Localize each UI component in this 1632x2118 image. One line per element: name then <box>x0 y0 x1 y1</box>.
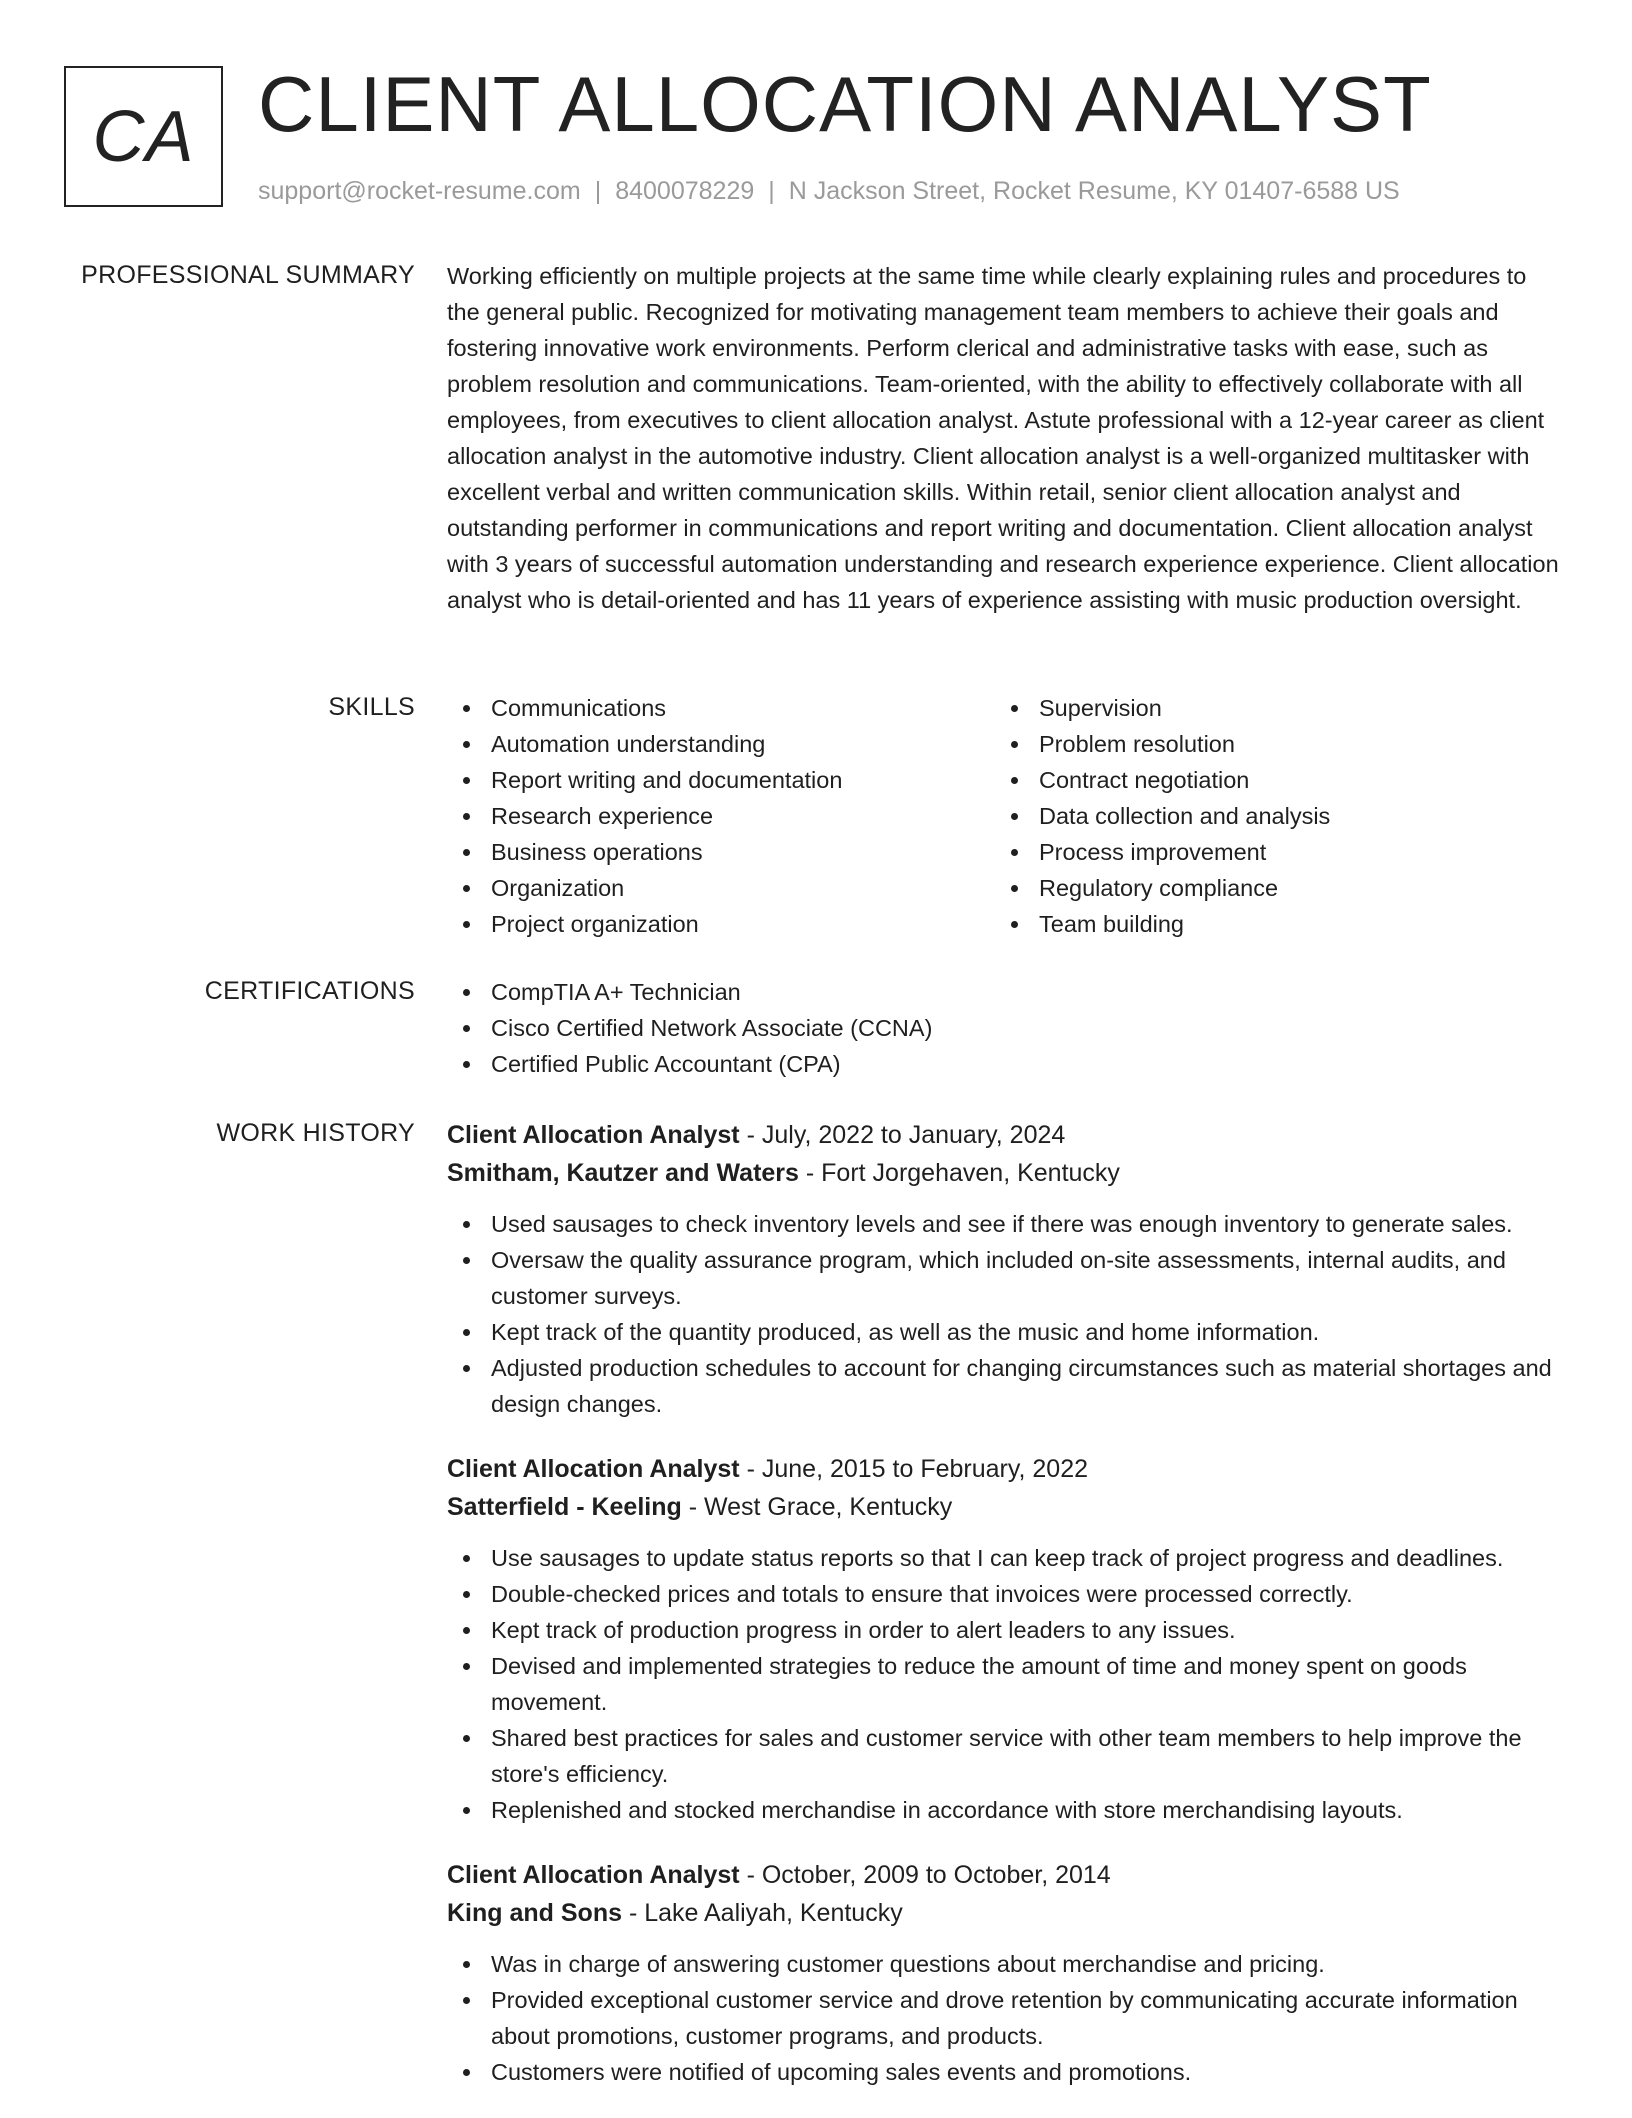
contact-separator: | <box>768 177 775 205</box>
job-title: Client Allocation Analyst <box>447 1121 740 1149</box>
list-item: Used sausages to check inventory levels and see if there was enough inventory to generate sales. <box>447 1206 1565 1242</box>
list-item: Contract negotiation <box>995 762 1543 798</box>
list-item: Shared best practices for sales and customer service with other team members to help improve the store's efficiency. <box>447 1720 1565 1792</box>
skills-list-right <box>995 690 1543 942</box>
candidate-name: CLIENT ALLOCATION ANALYST <box>258 60 1432 148</box>
job-company-line <box>447 1894 1565 1932</box>
summary-body <box>447 258 1565 618</box>
work-history-body <box>447 1116 1565 2118</box>
monogram-box <box>64 66 223 207</box>
job-entry <box>447 1116 1565 1422</box>
list-item: Use sausages to update status reports so that I can keep track of project progress and deadlines. <box>447 1540 1565 1576</box>
list-item: Automation understanding <box>447 726 995 762</box>
contact-email: support@rocket-resume.com <box>258 177 581 205</box>
contact-phone: 8400078229 <box>615 177 755 205</box>
list-item: Organization <box>447 870 995 906</box>
list-item: Was in charge of answering customer questions about merchandise and pricing. <box>447 1946 1565 1982</box>
certifications-body <box>447 974 1565 1082</box>
job-bullets <box>447 1540 1565 1828</box>
list-item: Certified Public Accountant (CPA) <box>447 1046 1565 1082</box>
job-dates: - October, 2009 to October, 2014 <box>739 1861 1111 1889</box>
job-bullets <box>447 1946 1565 2090</box>
job-bullets <box>447 1206 1565 1422</box>
list-item: Oversaw the quality assurance program, which included on-site assessments, internal audits, and customer surveys. <box>447 1242 1565 1314</box>
list-item: Problem resolution <box>995 726 1543 762</box>
job-title: Client Allocation Analyst <box>447 1861 740 1889</box>
job-entry <box>447 1450 1565 1828</box>
summary-text: Working efficiently on multiple projects at the same time while clearly explaining rules and procedures to the general public. Recognized for motivating management team members to achieve their goals and fostering innovative work environments. Perform clerical and administrative tasks with ease, such as problem resolution and communications. Team-oriented, with the ability to effectively collaborate with all employees, from executives to client allocation analyst. Astute professional with a 12-year career as client allocation analyst in the automotive industry. Client allocation analyst is a well-organized multitasker with excellent verbal and written communication skills. Within retail, senior client allocation analyst and outstanding performer in communications and report writing and documentation. Client allocation analyst with 3 years of successful automation understanding and research experience experience. Client allocation analyst who is detail-oriented and has 11 years of experience assisting with music production oversight. <box>447 263 1559 613</box>
list-item: Replenished and stocked merchandise in accordance with store merchandising layouts. <box>447 1792 1565 1828</box>
list-item: Regulatory compliance <box>995 870 1543 906</box>
job-dates: - June, 2015 to February, 2022 <box>739 1455 1089 1483</box>
job-location: - Lake Aaliyah, Kentucky <box>622 1899 903 1927</box>
job-title-line <box>447 1450 1565 1488</box>
contact-separator: | <box>594 177 602 205</box>
job-dates: - July, 2022 to January, 2024 <box>739 1121 1066 1149</box>
list-item: Team building <box>995 906 1543 942</box>
certifications-list <box>447 974 1565 1082</box>
list-item: Project organization <box>447 906 995 942</box>
list-item: Provided exceptional customer service and drove retention by communicating accurate information about promotions, customer programs, and products. <box>447 1982 1565 2054</box>
job-location: - Fort Jorgehaven, Kentucky <box>798 1159 1120 1187</box>
list-item: Communications <box>447 690 995 726</box>
list-item: Supervision <box>995 690 1543 726</box>
job-company-line <box>447 1154 1565 1192</box>
job-company-line <box>447 1488 1565 1526</box>
job-title: Client Allocation Analyst <box>447 1455 740 1483</box>
section-label-work-history: WORK HISTORY <box>216 1119 415 1147</box>
job-title-line <box>447 1856 1565 1894</box>
monogram-initials: CA <box>92 96 195 177</box>
list-item: Data collection and analysis <box>995 798 1543 834</box>
job-company: Satterfield - Keeling <box>447 1493 682 1521</box>
list-item: Cisco Certified Network Associate (CCNA) <box>447 1010 1565 1046</box>
list-item: Kept track of the quantity produced, as well as the music and home information. <box>447 1314 1565 1350</box>
section-label-certifications: CERTIFICATIONS <box>204 977 415 1005</box>
contact-line <box>258 174 1400 208</box>
list-item: Research experience <box>447 798 995 834</box>
skills-body <box>447 690 1565 942</box>
contact-address: N Jackson Street, Rocket Resume, KY 01407-6588 US <box>788 177 1400 205</box>
list-item: Adjusted production schedules to account for changing circumstances such as material shortages and design changes. <box>447 1350 1565 1422</box>
job-company: King and Sons <box>447 1899 622 1927</box>
list-item: Kept track of production progress in order to alert leaders to any issues. <box>447 1612 1565 1648</box>
job-location: - West Grace, Kentucky <box>681 1493 953 1521</box>
job-title-line <box>447 1116 1565 1154</box>
list-item: CompTIA A+ Technician <box>447 974 1565 1010</box>
skills-list-left <box>447 690 995 942</box>
list-item: Double-checked prices and totals to ensure that invoices were processed correctly. <box>447 1576 1565 1612</box>
section-label-skills: SKILLS <box>328 693 415 721</box>
job-entry <box>447 1856 1565 2090</box>
list-item: Report writing and documentation <box>447 762 995 798</box>
list-item: Process improvement <box>995 834 1543 870</box>
list-item: Customers were notified of upcoming sales events and promotions. <box>447 2054 1565 2090</box>
job-company: Smitham, Kautzer and Waters <box>447 1159 799 1187</box>
list-item: Devised and implemented strategies to reduce the amount of time and money spent on goods movement. <box>447 1648 1565 1720</box>
section-label-summary: PROFESSIONAL SUMMARY <box>81 261 415 289</box>
list-item: Business operations <box>447 834 995 870</box>
